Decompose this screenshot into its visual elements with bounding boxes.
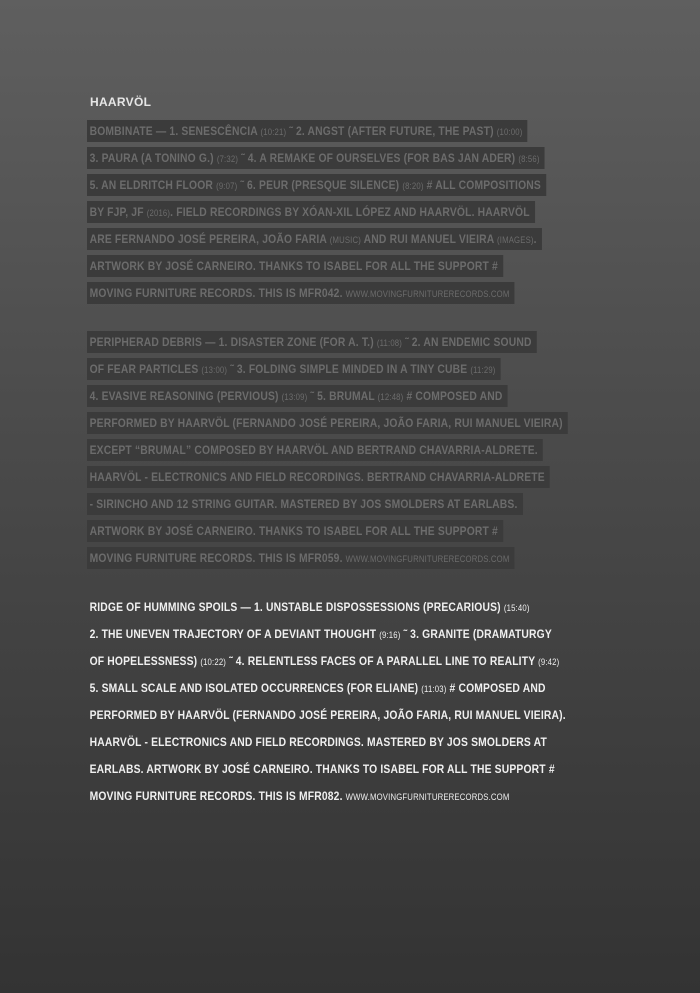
text-segment: RIDGE OF HUMMING SPOILS — 1. UNSTABLE DISPOSSESSIONS (PRECARIOUS) xyxy=(89,599,504,614)
text-segment: # ALL COMPOSITIONS xyxy=(423,177,541,192)
text-note: (9:16) xyxy=(379,629,401,640)
text-line xyxy=(87,647,650,674)
text-note: (12:48) xyxy=(377,391,404,402)
text-segment: MOVING FURNITURE RECORDS. THIS IS MFR042. xyxy=(89,285,346,300)
text-line-bar xyxy=(87,358,501,380)
text-segment: - SIRINCHO AND 12 STRING GUITAR. MASTERED BY JOS SMOLDERS AT EARLABS. xyxy=(89,496,518,511)
text-line-bar xyxy=(87,520,503,542)
text-line-bar xyxy=(87,731,552,753)
text-line xyxy=(87,144,621,171)
text-segment: ˜ 4. A REMAKE OF OURSELVES (FOR BAS JAN ADER) xyxy=(238,150,519,165)
text-segment: ˜ 3. FOLDING SIMPLE MINDED IN A TINY CUBE xyxy=(227,361,471,376)
text-segment: OF FEAR PARTICLES xyxy=(89,361,202,376)
text-note: (11:03) xyxy=(421,683,447,694)
text-line xyxy=(87,355,646,382)
text-line xyxy=(87,620,650,647)
text-line xyxy=(87,755,650,782)
text-note[interactable]: WWW.MOVINGFURNITURERECORDS.COM xyxy=(345,553,510,564)
text-segment: ˜ 6. PEUR (PRESQUE SILENCE) xyxy=(237,177,403,192)
text-note: (10:00) xyxy=(496,126,523,137)
text-line-bar xyxy=(87,255,503,277)
text-segment: PERFORMED BY HAARVÖL (FERNANDO JOSÉ PEREIRA, JOÃO FARIA, RUI MANUEL VIEIRA) xyxy=(89,415,563,430)
text-line-bar xyxy=(87,785,515,807)
text-line-bar xyxy=(87,412,568,434)
text-note[interactable]: WWW.MOVINGFURNITURERECORDS.COM xyxy=(345,288,510,299)
release-mfr082 xyxy=(87,593,650,809)
text-segment: MOVING FURNITURE RECORDS. THIS IS MFR059. xyxy=(89,550,346,565)
text-note[interactable]: WWW.MOVINGFURNITURERECORDS.COM xyxy=(345,791,510,802)
text-segment: ˜ 2. ANGST (AFTER FUTURE, THE PAST) xyxy=(286,123,497,138)
text-segment: MOVING FURNITURE RECORDS. THIS IS MFR082. xyxy=(89,788,346,803)
text-line xyxy=(87,490,646,517)
text-note: (8:56) xyxy=(518,153,540,164)
text-segment: ARTWORK BY JOSÉ CARNEIRO. THANKS TO ISABEL FOR ALL THE SUPPORT # xyxy=(89,523,498,538)
text-segment: OF HOPELESSNESS) xyxy=(89,653,201,668)
text-segment: 3. PAURA (A TONINO G.) xyxy=(89,150,217,165)
text-segment: HAARVÖL - ELECTRONICS AND FIELD RECORDINGS. BERTRAND CHAVARRIA-ALDRETE xyxy=(89,469,545,484)
text-line-bar xyxy=(87,201,535,223)
text-line xyxy=(87,117,621,144)
text-segment: . FIELD RECORDINGS BY XÓAN-XIL LÓPEZ AND HAARVÖL. HAARVÖL xyxy=(170,204,530,219)
text-segment: ˜ 5. BRUMAL xyxy=(307,388,378,403)
text-line xyxy=(87,593,650,620)
text-note: (7:32) xyxy=(216,153,239,164)
text-line xyxy=(87,409,646,436)
text-segment: # COMPOSED AND xyxy=(446,680,546,695)
text-line-bar xyxy=(87,650,565,672)
text-line-bar xyxy=(87,623,557,645)
text-note: (10:22) xyxy=(200,656,227,667)
text-segment: ˜ 4. RELENTLESS FACES OF A PARALLEL LINE TO REALITY xyxy=(226,653,539,668)
text-segment: PERFORMED BY HAARVÖL (FERNANDO JOSÉ PEREIRA, JOÃO FARIA, RUI MANUEL VIEIRA). xyxy=(89,707,566,722)
text-line-bar xyxy=(87,439,543,461)
text-line-bar xyxy=(87,704,571,726)
text-segment: HAARVÖL - ELECTRONICS AND FIELD RECORDINGS. MASTERED BY JOS SMOLDERS AT xyxy=(89,734,547,749)
text-segment: ˜ 2. AN ENDEMIC SOUND xyxy=(402,334,532,349)
text-line xyxy=(87,436,646,463)
text-segment: EARLABS. ARTWORK BY JOSÉ CARNEIRO. THANKS TO ISABEL FOR ALL THE SUPPORT # xyxy=(89,761,555,776)
text-line-bar xyxy=(87,677,551,699)
text-note: (10:21) xyxy=(260,126,287,137)
text-note: (15:40) xyxy=(503,602,530,613)
text-line xyxy=(87,279,621,306)
text-line-bar xyxy=(87,493,523,515)
text-line xyxy=(87,171,621,198)
text-note: (2016) xyxy=(146,207,171,218)
text-line-bar xyxy=(87,385,508,407)
text-note: (13:00) xyxy=(201,364,228,375)
text-segment: . xyxy=(533,231,537,246)
text-line xyxy=(87,728,650,755)
text-note: (13:09) xyxy=(281,391,308,402)
text-segment: EXCEPT “BRUMAL” COMPOSED BY HAARVÖL AND BERTRAND CHAVARRIA-ALDRETE. xyxy=(89,442,538,457)
text-line xyxy=(87,517,646,544)
text-line xyxy=(87,782,650,809)
text-line-bar xyxy=(87,282,515,304)
text-segment: 2. THE UNEVEN TRAJECTORY OF A DEVIANT THOUGHT xyxy=(89,626,380,641)
text-segment: BY FJP, JF xyxy=(89,204,147,219)
text-line-bar xyxy=(87,758,560,780)
text-line-bar xyxy=(87,331,537,353)
text-line xyxy=(87,252,621,279)
text-line xyxy=(87,198,621,225)
text-line-bar xyxy=(87,547,515,569)
text-segment: AND RUI MANUEL VIEIRA xyxy=(361,231,498,246)
release-mfr059 xyxy=(87,328,646,571)
text-segment: ARTWORK BY JOSÉ CARNEIRO. THANKS TO ISABEL FOR ALL THE SUPPORT # xyxy=(89,258,498,273)
text-line xyxy=(87,225,621,252)
text-segment: 5. SMALL SCALE AND ISOLATED OCCURRENCES (FOR ELIANE) xyxy=(89,680,422,695)
text-line-bar xyxy=(87,596,535,618)
text-line-bar xyxy=(87,120,528,142)
text-line xyxy=(87,382,646,409)
text-segment: ˜ 3. GRANITE (DRAMATURGY xyxy=(400,626,552,641)
text-segment: # COMPOSED AND xyxy=(403,388,503,403)
text-line-bar xyxy=(87,147,545,169)
text-segment: ARE FERNANDO JOSÉ PEREIRA, JOÃO FARIA xyxy=(89,231,330,246)
text-note: (11:29) xyxy=(470,364,496,375)
text-line xyxy=(87,674,650,701)
text-segment: 5. AN ELDRITCH FLOOR xyxy=(89,177,217,192)
text-line xyxy=(87,328,646,355)
text-note: (9:07) xyxy=(216,180,238,191)
text-line xyxy=(87,463,646,490)
text-note: (MUSIC) xyxy=(329,234,362,245)
text-line-bar xyxy=(87,174,546,196)
artist-title: HAARVÖL xyxy=(90,95,152,109)
text-line xyxy=(87,701,650,728)
text-line xyxy=(87,544,646,571)
text-line-bar xyxy=(87,466,550,488)
release-mfr042 xyxy=(87,117,621,306)
text-segment: 4. EVASIVE REASONING (PERVIOUS) xyxy=(89,388,282,403)
text-segment: PERIPHERAD DEBRIS — 1. DISASTER ZONE (FOR A. T.) xyxy=(89,334,377,349)
text-note: (8:20) xyxy=(402,180,424,191)
text-note: (9:42) xyxy=(538,656,560,667)
text-note: (11:08) xyxy=(376,337,403,348)
text-note: (IMAGES) xyxy=(497,234,534,245)
text-segment: BOMBINATE — 1. SENESCÊNCIA xyxy=(89,123,261,138)
text-line-bar xyxy=(87,228,542,250)
